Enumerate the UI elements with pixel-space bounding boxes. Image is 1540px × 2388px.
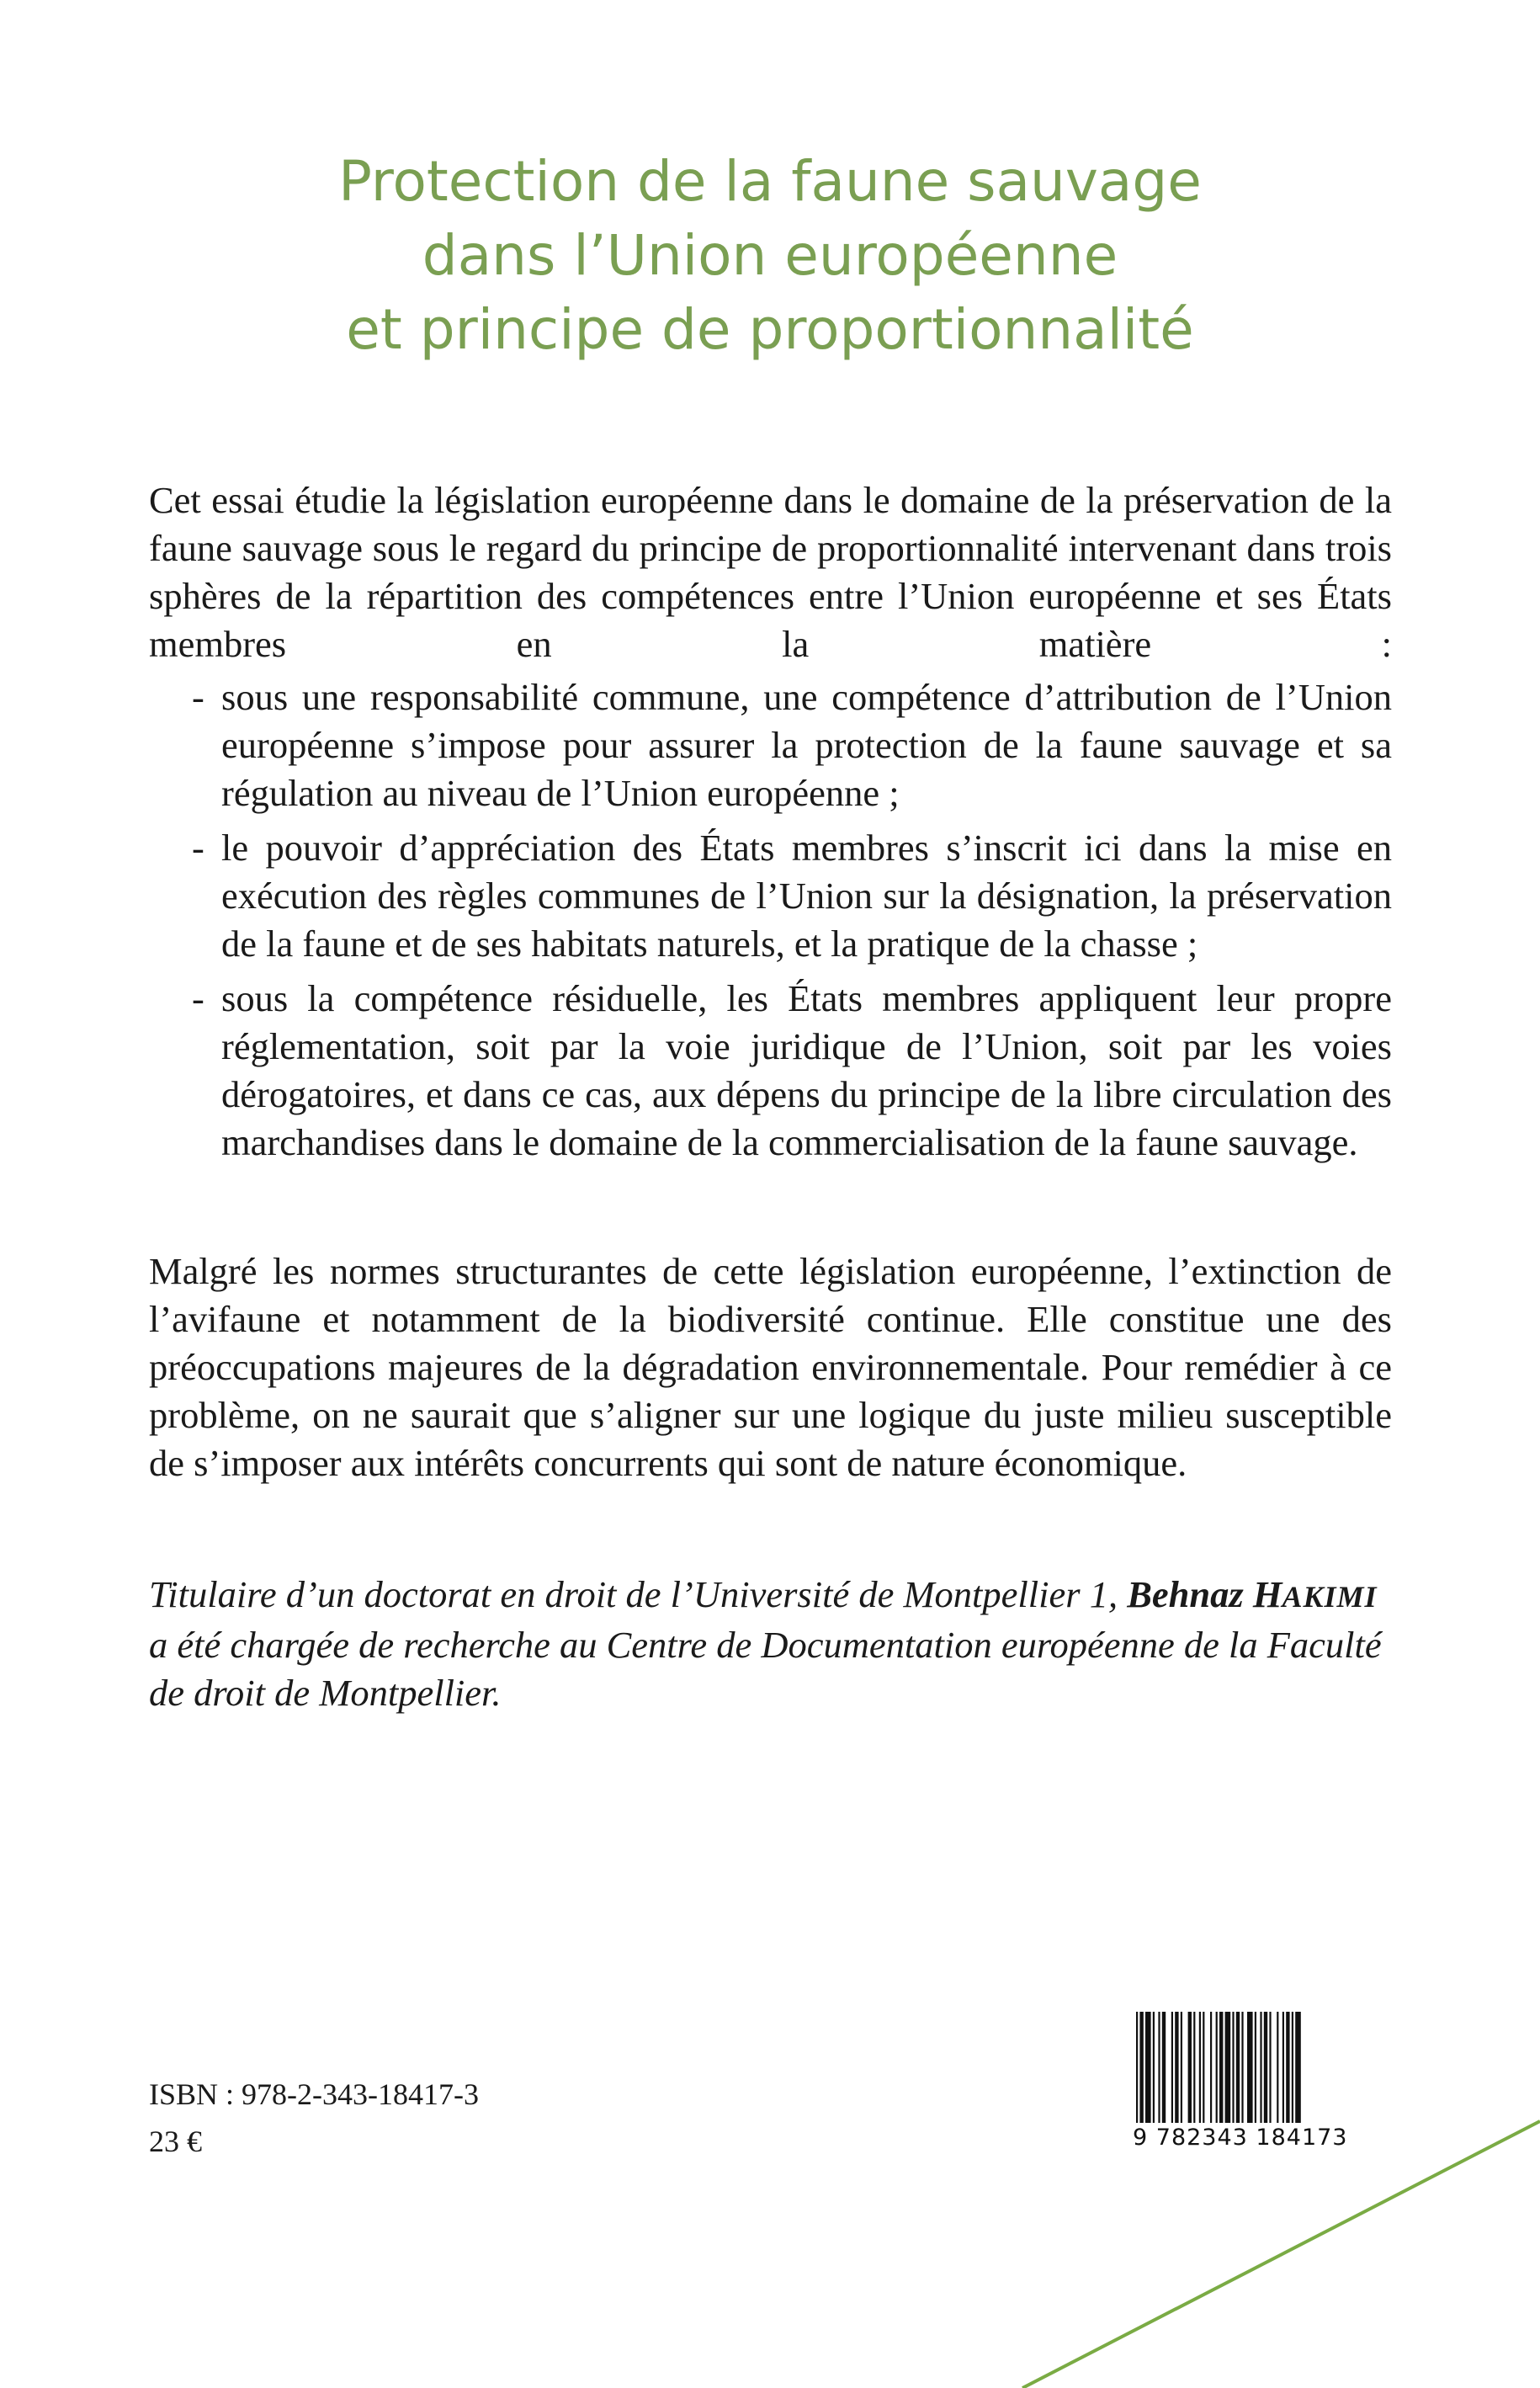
bullet-text: sous une responsabilité commune, une compétence d’attribution de l’Union européenne s’impose pour assurer la protection de la faune sauvage et sa régulation au niveau de l’Union européenne ;	[221, 676, 1392, 814]
author-last-rest: AKIMI	[1282, 1580, 1378, 1614]
author-last-initial: H	[1252, 1573, 1282, 1615]
author-bio-intro: Titulaire d’un doctorat en droit de l’Université de Montpellier 1,	[149, 1573, 1128, 1615]
second-paragraph: Malgré les normes structurantes de cette législation européenne, l’extinction de l’avifaune et notamment de la biodiversité continue. Elle constitue une des préoccupations majeures de la dégradation environnementale. Pour remédier à ce problème, on ne saurait que s’aligner sur une logique du juste milieu susceptible de s’imposer aux intérêts concurrents qui sont de nature économique.	[149, 1250, 1392, 1484]
bullet-dash: -	[192, 676, 204, 718]
title-line-2: dans l’Union européenne	[422, 223, 1118, 288]
title-line-1: Protection de la faune sauvage	[338, 149, 1202, 214]
bullet-text: le pouvoir d’appréciation des États membres s’inscrit ici dans la mise en exécution des règles communes de l’Union sur la désignation, la préservation de la faune et de ses habitats naturels, et la pratique de la chasse ;	[221, 827, 1392, 965]
title-line-3: et principe de proportionnalité	[346, 297, 1194, 362]
bullet-text: sous la compétence résiduelle, les États membres appliquent leur propre réglementation, soit par la voie juridique de l’Union, soit par les voies dérogatoires, et dans ce cas, aux dépens du principe de la libre circulation des marchandises dans le domaine de la commercialisation de la faune sauvage.	[221, 977, 1392, 1163]
author-bio-rest: a été chargée de recherche au Centre de Documentation européenne de la Faculté de droit de Montpellier.	[149, 1624, 1382, 1714]
intro-paragraph: Cet essai étudie la législation européenne dans le domaine de la préservation de la faune sauvage sous le regard du principe de proportionnalité intervenant dans trois sphères de la répartition des compétences entre l’Union européenne et ses États membres en la matière :	[149, 479, 1392, 665]
price-label: 23 €	[149, 2125, 202, 2158]
bullet-dash: -	[192, 977, 204, 1019]
isbn-label: ISBN : 978-2-343-18417-3	[149, 2077, 479, 2111]
bullet-dash: -	[192, 827, 204, 869]
author-first-name: Behnaz	[1127, 1573, 1244, 1615]
barcode-number: 9 782343 184173	[1133, 2125, 1348, 2151]
